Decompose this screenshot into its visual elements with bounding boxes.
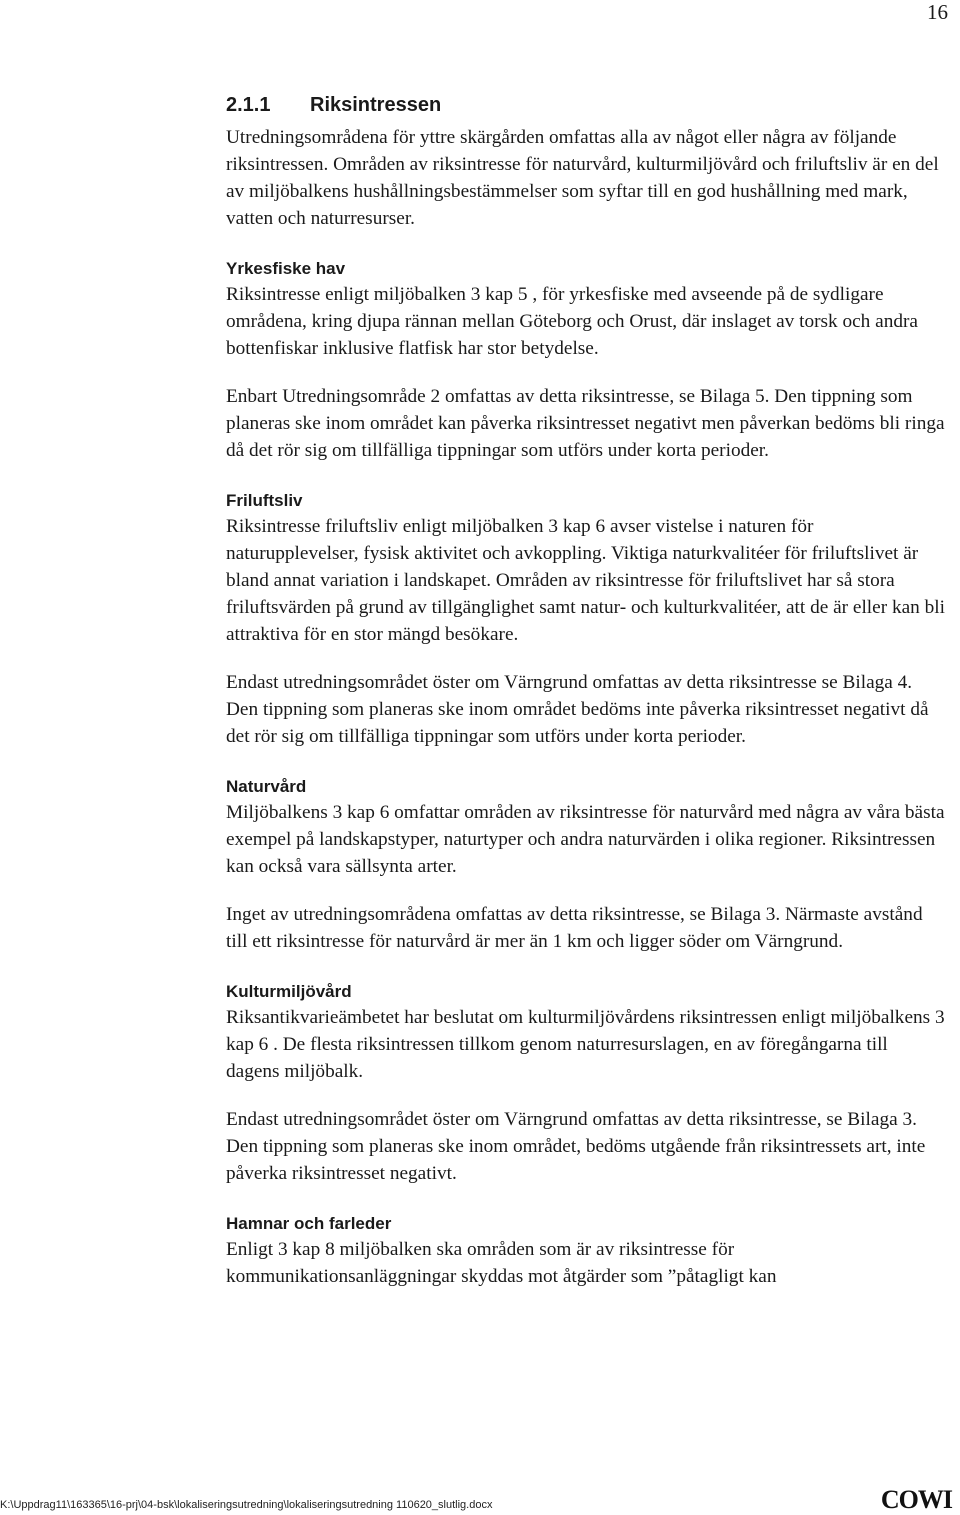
paragraph-friluftsliv-2: Endast utredningsområdet öster om Värngrund omfattas av detta riksintresse se Bilaga 4. Den tippning som planeras ske inom området bedöms inte påverka riksintresset negativt då det rör sig om tillfälliga tippningar som utförs under korta perioder.	[226, 672, 929, 747]
section-intro: Utredningsområdena för yttre skärgården omfattas alla av något eller några av följande riksintressen. Områden av riksintresse för naturvård, kulturmiljövård och friluftsliv är en del av miljöbalkens hushållningsbestämmelser som syftar till en god hushållning med mark, vatten och naturresurser.	[226, 127, 939, 229]
company-logo: COWI	[880, 1485, 952, 1514]
section-number: 2.1.1	[226, 94, 271, 116]
document-body	[226, 90, 946, 1290]
paragraph-yrkesfiske-1: Riksintresse enligt miljöbalken 3 kap 5 , för yrkesfiske med avseende på de sydligare områdena, kring djupa rännan mellan Göteborg och Orust, där inslaget av torsk och andra bottenfiskar inklusive flatfisk har stor betydelse.	[226, 284, 918, 359]
subheading-hamnar: Hamnar och farleder	[226, 1214, 392, 1233]
section-title: Riksintressen	[310, 94, 442, 116]
subheading-yrkesfiske: Yrkesfiske hav	[226, 259, 346, 278]
paragraph-kulturmiljovard-2: Endast utredningsområdet öster om Värngrund omfattas av detta riksintresse, se Bilaga 3. Den tippning som planeras ske inom området, bedöms utgående från riksintressets art, inte påverka riksintresset negativt.	[226, 1109, 926, 1184]
paragraph-naturvard-1: Miljöbalkens 3 kap 6 omfattar områden av riksintresse för naturvård med några av våra bästa exempel på landskapstyper, naturtyper och andra naturvärden i olika regioner. Riksintressen kan också vara sällsynta arter.	[226, 802, 945, 877]
subheading-kulturmiljovard: Kulturmiljövård	[226, 982, 352, 1001]
paragraph-naturvard-2: Inget av utredningsområdena omfattas av detta riksintresse, se Bilaga 3. Närmaste avstånd till ett riksintresse för naturvård är mer än 1 km och ligger söder om Värngrund.	[226, 904, 923, 952]
subheading-naturvard: Naturvård	[226, 777, 307, 796]
page-number: 16	[927, 0, 948, 24]
paragraph-hamnar-1: Enligt 3 kap 8 miljöbalken ska områden som är av riksintresse för kommunikationsanläggningar skyddas mot åtgärder som ”påtagligt kan	[226, 1239, 777, 1287]
paragraph-yrkesfiske-2: Enbart Utredningsområde 2 omfattas av detta riksintresse, se Bilaga 5. Den tippning som planeras ske inom området kan påverka riksintresset negativt men påverkan bedöms bli ringa då det rör sig om tillfälliga tippningar som utförs under korta perioder.	[226, 386, 945, 461]
subheading-friluftsliv: Friluftsliv	[226, 491, 303, 510]
paragraph-friluftsliv-1: Riksintresse friluftsliv enligt miljöbalken 3 kap 6 avser vistelse i naturen för naturupplevelser, fysisk aktivitet och avkoppling. Viktiga naturkvalitéer för friluftslivet är bland annat variation i landskapet. Områden av riksintresse för friluftslivet har så stora friluftsvärden på grund av tillgänglighet samt natur- och kulturkvalitéer, att de är eller kan bli attraktiva för en stor mängd besökare.	[226, 516, 945, 645]
paragraph-kulturmiljovard-1: Riksantikvarieämbetet har beslutat om kulturmiljövårdens riksintressen enligt miljöbalkens 3 kap 6 . De flesta riksintressen tillkom genom naturresurslagen, en av föregångarna till dagens miljöbalk.	[226, 1007, 945, 1082]
footer-file-path: K:\Uppdrag11\163365\16-prj\04-bsk\lokaliseringsutredning\lokaliseringsutredning 110620_slutlig.docx	[0, 1499, 493, 1511]
section-heading	[226, 90, 946, 120]
